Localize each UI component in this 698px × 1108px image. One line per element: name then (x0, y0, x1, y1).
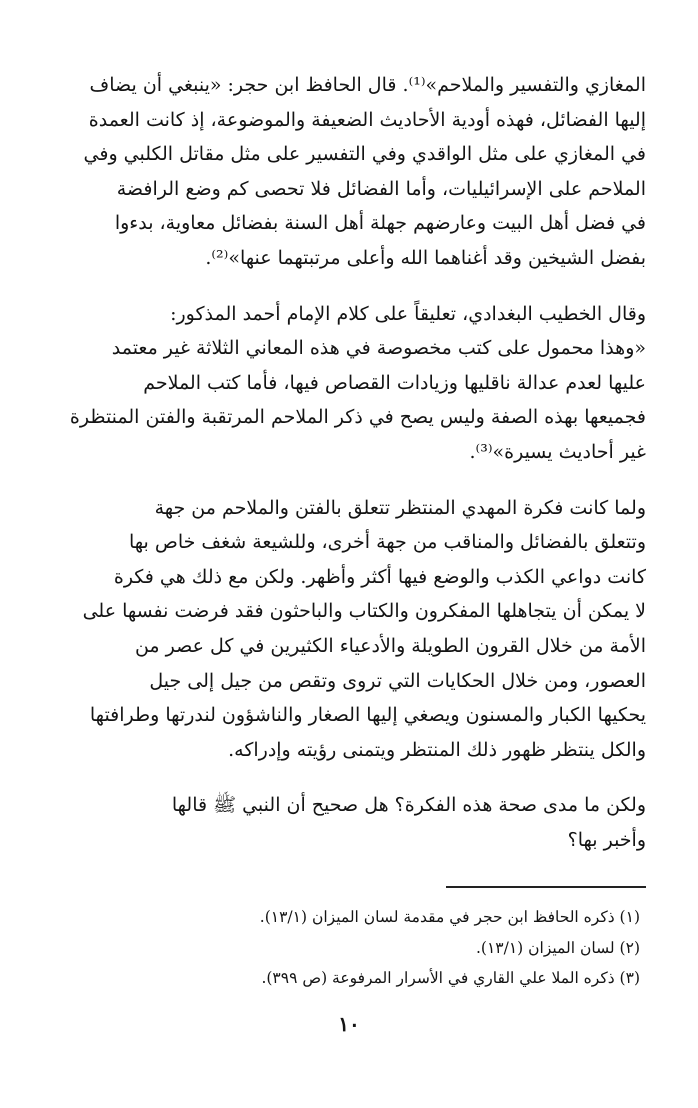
text-line: وتتعلق بالفضائل والمناقب من جهة أخرى، وللشيعة شغف خاص بها (129, 531, 646, 554)
text-line: يحكيها الكبار والمسنون ويصغي إليها الصغار والناشؤون لندرتها وطرافتها (89, 704, 646, 727)
paragraph-4 (40, 788, 646, 857)
footnote-divider (446, 886, 646, 888)
paragraph-3 (40, 491, 646, 768)
page-number: ١٠ (338, 1012, 360, 1036)
text-line: غير أحاديث يسيرة»⁽³⁾. (469, 440, 646, 463)
text-line: المغازي والتفسير والملاحم»⁽¹⁾. قال الحافظ ابن حجر: «ينبغي أن يضاف (89, 74, 646, 96)
text-line: «وهذا محمول على كتب مخصوصة في هذه المعاني الثلاثة غير معتمد (111, 337, 646, 360)
paragraph-2 (40, 297, 646, 470)
text-line: وقال الخطيب البغدادي، تعليقاً على كلام الإمام أحمد المذكور: (170, 302, 646, 325)
text-line: فجميعها بهذه الصفة وليس يصح في ذكر الملاحم المرتقبة والفتن المنتظرة (69, 406, 646, 429)
main-text (40, 68, 646, 857)
paragraph-1 (40, 68, 646, 276)
text-line: في فضل أهل البيت وعارضهم جهلة أهل السنة بفضائل معاوية، بدءوا (114, 212, 646, 235)
text-line: لا يمكن أن يتجاهلها المفكرون والكتاب والباحثون فقد فرضت نفسها على (82, 600, 646, 623)
text-line: العصور، ومن خلال الحكايات التي تروى وتقص من جيل إلى جيل (149, 669, 646, 692)
footnotes (60, 902, 640, 994)
text-line: بفضل الشيخين وقد أغناهما الله وأعلى مرتبتهما عنها»⁽²⁾. (205, 246, 646, 269)
text-line: عليها لعدم عدالة ناقليها وزيادات القصاص فيها، فأما كتب الملاحم (143, 371, 646, 394)
text-line: الملاحم على الإسرائيليات، وأما الفضائل فلا تحصى كم وضع الرافضة (116, 177, 646, 200)
text-line: وأخبر بها؟ (567, 828, 646, 851)
text-line: ولكن ما مدى صحة هذه الفكرة؟ هل صحيح أن النبي ﷺ قالها (171, 794, 646, 817)
footnote-2: (٢) لسان الميزان (١٣/١). (475, 938, 640, 957)
footnote-1: (١) ذكره الحافظ ابن حجر في مقدمة لسان الميزان (١٣/١). (259, 908, 640, 926)
text-line: إليها الفضائل، فهذه أودية الأحاديث الضعيفة والموضوعة، إذ كانت العمدة (88, 108, 646, 131)
text-line: والكل ينتظر ظهور ذلك المنتظر ويتمنى رؤيته وإدراكه. (228, 738, 646, 761)
text-line: الأمة من خلال القرون الطويلة والأدعياء الكثيرين في كل عصر من (134, 634, 646, 657)
text-line: في المغازي على مثل الواقدي وفي التفسير على مثل مقاتل الكلبي وفي (83, 143, 646, 166)
text-line: ولما كانت فكرة المهدي المنتظر تتعلق بالفتن والملاحم من جهة (154, 496, 646, 519)
footnote-3: (٣) ذكره الملا علي القاري في الأسرار المرفوعة (ص ٣٩٩). (261, 969, 640, 987)
text-line: كانت دواعي الكذب والوضع فيها أكثر وأظهر. ولكن مع ذلك هي فكرة (113, 565, 646, 588)
